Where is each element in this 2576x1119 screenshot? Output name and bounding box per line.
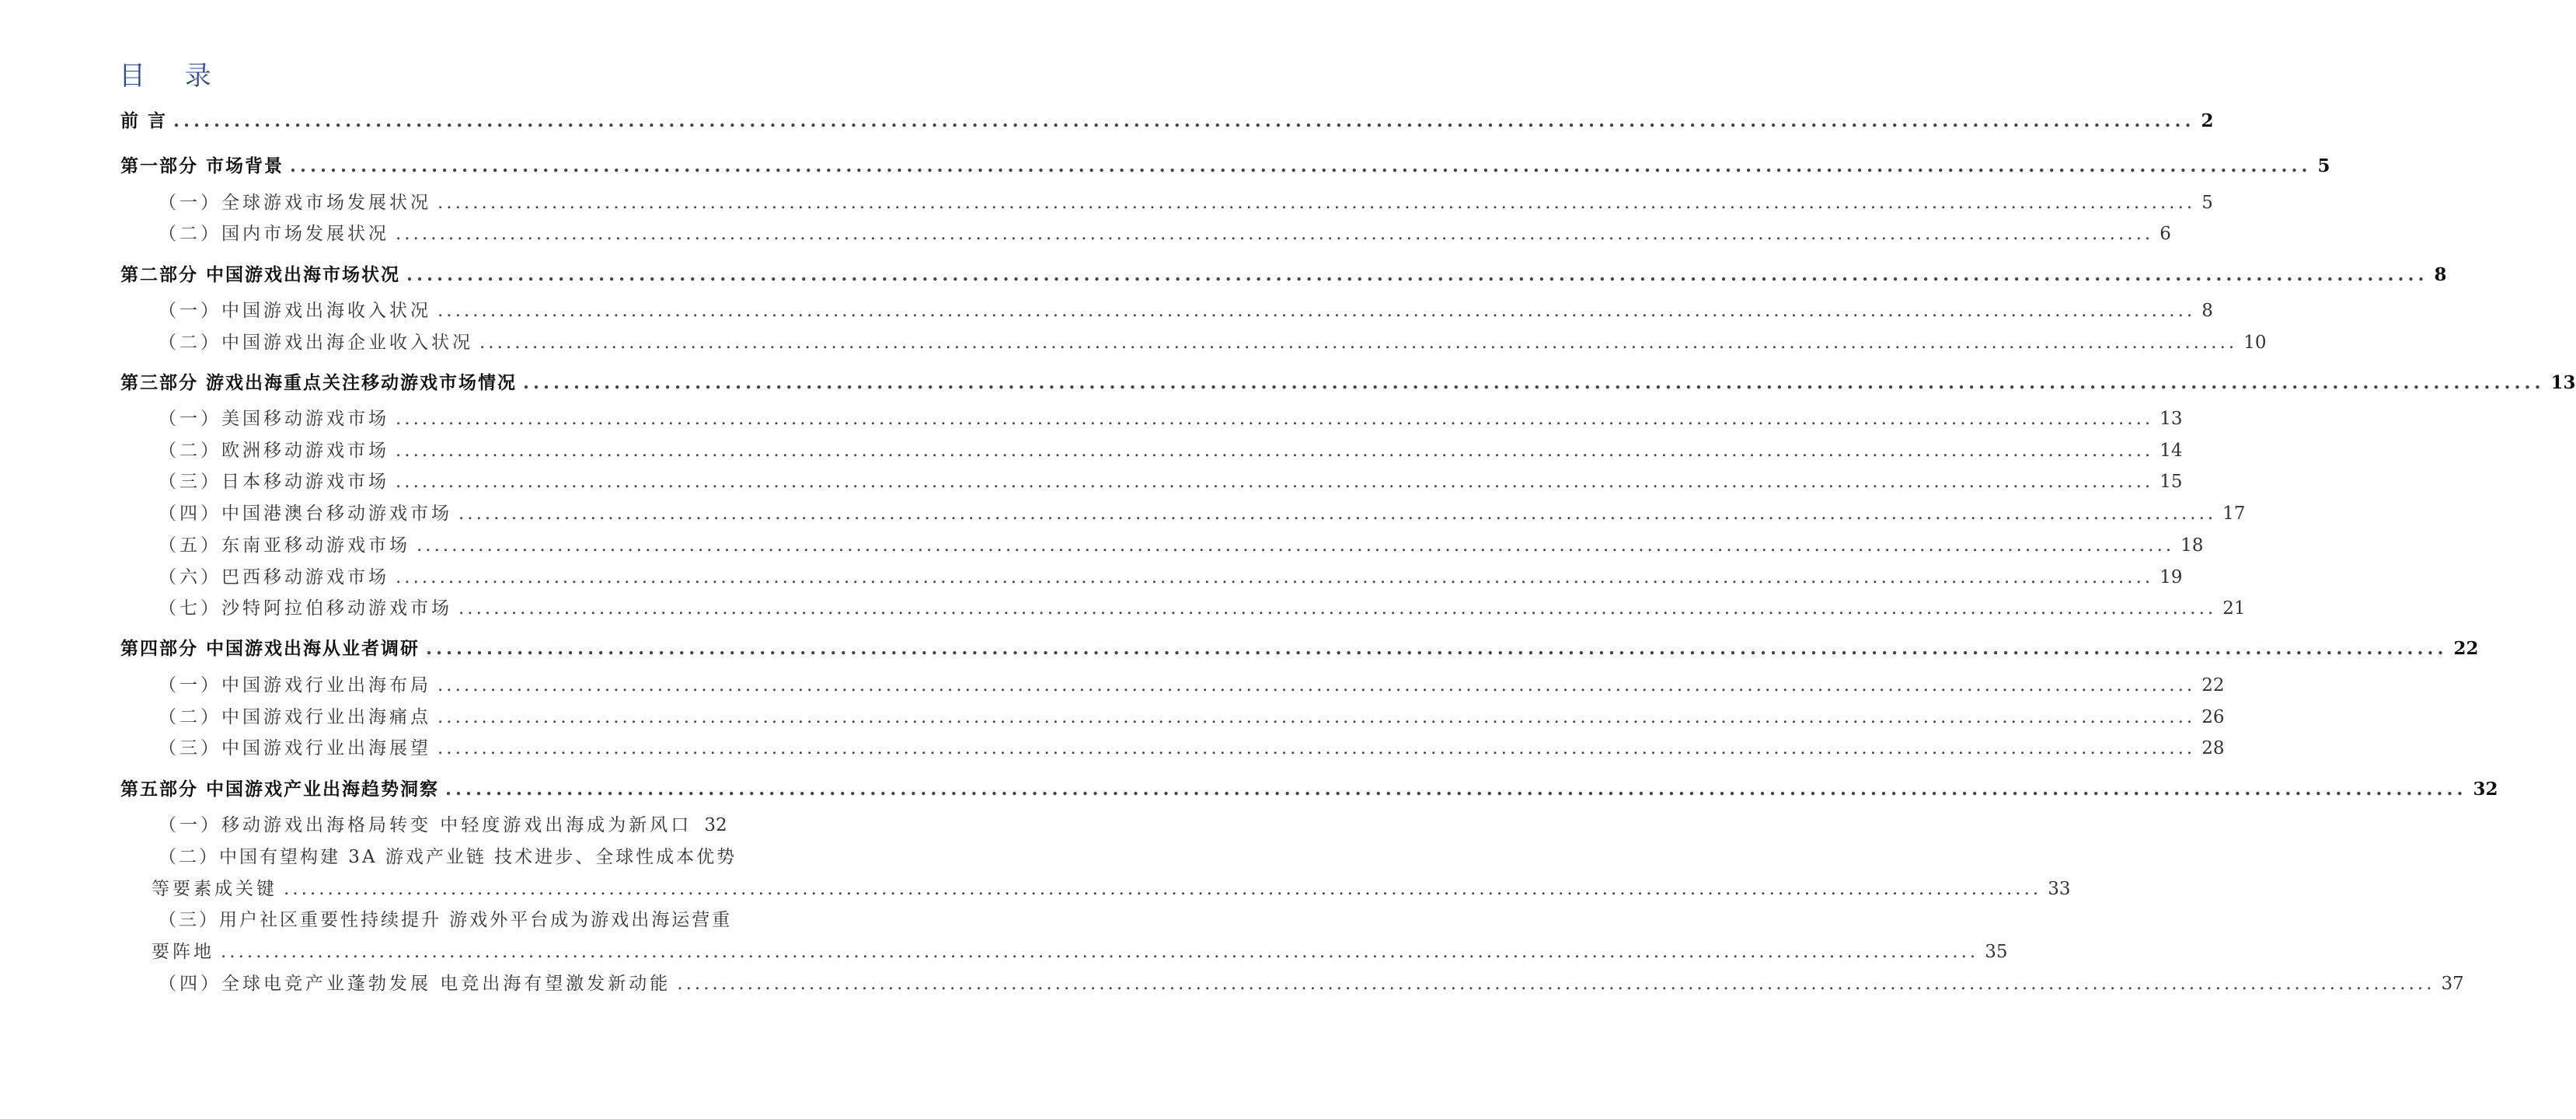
toc-entry-preface[interactable] <box>0 108 2214 134</box>
toc-entry-section[interactable] <box>0 704 2225 730</box>
toc-entry-page: 6 <box>2159 224 2171 244</box>
toc-entry-page: 26 <box>2201 707 2225 727</box>
leader-dots: ........................................................................................................................................................................................................ <box>437 707 2196 727</box>
leader-dots: ........................................................................................................................................................................................................ <box>290 155 2312 176</box>
leader-dots: ........................................................................................................................................................................................................ <box>396 224 2154 244</box>
toc-entry-page: 2 <box>2201 110 2214 131</box>
toc-entry-section[interactable] <box>0 876 2071 902</box>
toc-entry-page: 21 <box>2222 598 2246 619</box>
toc-entry-label: （六）巴西移动游戏市场 <box>159 567 389 587</box>
toc-entry-label: 第五部分 中国游戏产业出海趋势洞察 <box>120 779 440 800</box>
toc-entry-wrapped-line[interactable]: （三）用户社区重要性持续提升 游戏外平台成为游戏出海运营重 <box>159 910 733 930</box>
toc-entry-page: 5 <box>2201 193 2213 213</box>
leader-dots: ........................................................................................................................................................................................................ <box>284 879 2042 899</box>
leader-dots: ........................................................................................................................................................................................................ <box>396 567 2154 587</box>
toc-entry-page: 33 <box>2048 879 2071 899</box>
toc-entry-part-5[interactable] <box>0 776 2498 803</box>
toc-entry-section[interactable] <box>0 221 2171 247</box>
leader-dots: ........................................................................................................................................................................................................ <box>406 264 2428 285</box>
toc-entry-section[interactable] <box>0 812 839 838</box>
toc-entry-page: 35 <box>1985 942 2008 962</box>
toc-entry-label: （二）中国游戏出海企业收入状况 <box>159 333 473 353</box>
toc-entry-label: 要阵地 <box>152 942 214 962</box>
toc-entry-section[interactable] <box>0 971 2464 997</box>
toc-entry-part-2[interactable] <box>0 262 2447 288</box>
toc-entry-section[interactable] <box>0 564 2183 591</box>
leader-dots: ........................................................................................................................................................................................................ <box>396 409 2154 429</box>
leader-dots: ........................................................................................................................................................................................................ <box>173 110 2195 131</box>
toc-entry-page: 10 <box>2243 333 2267 353</box>
toc-entry-label: （二）国内市场发展状况 <box>159 224 389 244</box>
toc-entry-label: （七）沙特阿拉伯移动游戏市场 <box>159 598 452 619</box>
toc-entry-page: 15 <box>2159 472 2183 492</box>
toc-entry-label: （二）欧洲移动游戏市场 <box>159 441 389 461</box>
leader-dots: ........................................................................................................................................................................................................ <box>426 638 2448 659</box>
toc-entry-part-1[interactable] <box>0 153 2330 180</box>
toc-title: 目 录 <box>119 61 227 92</box>
toc-entry-label: （四）中国港澳台移动游戏市场 <box>159 504 452 524</box>
leader-dots: ........................................................................................................................................................................................................ <box>221 942 1979 962</box>
toc-entry-label: （一）中国游戏出海收入状况 <box>159 301 431 321</box>
toc-entry-label: 第四部分 中国游戏出海从业者调研 <box>120 638 420 659</box>
toc-entry-label: 等要素成关键 <box>152 879 277 899</box>
toc-entry-page: 17 <box>2222 504 2246 524</box>
toc-entry-section[interactable] <box>0 469 2183 495</box>
leader-dots: ........................................................................................................................................................................................................ <box>458 598 2217 619</box>
toc-entry-page: 8 <box>2201 301 2213 321</box>
toc-entry-page: 28 <box>2201 738 2225 758</box>
toc-entry-page: 19 <box>2159 567 2183 587</box>
toc-entry-wrapped-line[interactable]: （二）中国有望构建 3A 游戏产业链 技术进步、全球性成本优势 <box>159 847 737 867</box>
leader-dots: ........................................................................................................................................................................................................ <box>523 372 2545 393</box>
toc-entry-label: （一）美国移动游戏市场 <box>159 409 389 429</box>
toc-entry-section[interactable] <box>0 672 2225 699</box>
toc-entry-page: 22 <box>2453 638 2479 659</box>
toc-entry-section[interactable] <box>0 298 2213 324</box>
leader-dots: ........................................................................................................................................................................................................ <box>417 535 2175 556</box>
leader-dots: ........................................................................................................................................................................................................ <box>437 675 2196 695</box>
toc-entry-section[interactable] <box>0 329 2267 356</box>
toc-entry-section[interactable] <box>0 437 2183 464</box>
leader-dots: ........................................................................................................................................................................................................ <box>396 441 2154 461</box>
leader-dots: ........................................................................................................................................................................................................ <box>437 738 2196 758</box>
toc-entry-page: 18 <box>2180 535 2204 556</box>
leader-dots: ........................................................................................................................................................................................................ <box>396 472 2154 492</box>
toc-entry-section[interactable] <box>0 595 2246 622</box>
toc-entry-part-3[interactable] <box>0 370 2576 396</box>
toc-entry-page: 14 <box>2159 441 2183 461</box>
toc-entry-section[interactable] <box>0 190 2213 216</box>
toc-entry-section[interactable] <box>0 532 2204 559</box>
toc-entry-page: 13 <box>2550 372 2576 393</box>
toc-entry-label: （二）中国游戏行业出海痛点 <box>159 707 431 727</box>
toc-entry-page: 32 <box>2473 779 2498 800</box>
toc-entry-label: （一）移动游戏出海格局转变 中轻度游戏出海成为新风口 <box>159 815 692 835</box>
leader-dots: ........................................................................................................................................................................................................ <box>437 193 2196 213</box>
toc-entry-label: （三）日本移动游戏市场 <box>159 472 389 492</box>
toc-entry-label: （一）中国游戏行业出海布局 <box>159 675 431 695</box>
toc-entry-page: 37 <box>2441 974 2464 994</box>
toc-entry-label: 前 言 <box>120 110 168 131</box>
leader-dots: ........................................................................................................................................................................................................ <box>677 974 2435 994</box>
toc-entry-page: 32 <box>704 815 727 835</box>
toc-entry-page: 22 <box>2201 675 2225 695</box>
toc-entry-label: （五）东南亚移动游戏市场 <box>159 535 410 556</box>
toc-entry-page: 5 <box>2317 155 2330 176</box>
toc-entry-label: （四）全球电竞产业蓬勃发展 电竞出海有望激发新动能 <box>159 974 671 994</box>
toc-entry-label: 第三部分 游戏出海重点关注移动游戏市场情况 <box>120 372 518 393</box>
leader-dots: ........................................................................................................................................................................................................ <box>479 333 2238 353</box>
toc-entry-section[interactable] <box>0 406 2183 432</box>
leader-dots: ........................................................................................................................................................................................................ <box>445 779 2467 800</box>
toc-entry-label: （三）中国游戏行业出海展望 <box>159 738 431 758</box>
toc-entry-part-4[interactable] <box>0 636 2479 662</box>
toc-entry-section[interactable] <box>0 735 2225 762</box>
toc-entry-label: （一）全球游戏市场发展状况 <box>159 193 431 213</box>
toc-entry-section[interactable] <box>0 500 2246 527</box>
leader-dots: ........................................................................................................................................................................................................ <box>458 504 2217 524</box>
toc-entry-section[interactable] <box>0 939 2008 965</box>
toc-entry-label: 第一部分 市场背景 <box>120 155 284 176</box>
leader-dots: ........................................................................................................................................................................................................ <box>437 301 2196 321</box>
toc-entry-label: 第二部分 中国游戏出海市场状况 <box>120 264 401 285</box>
toc-entry-page: 8 <box>2434 264 2447 285</box>
toc-entry-page: 13 <box>2159 409 2183 429</box>
